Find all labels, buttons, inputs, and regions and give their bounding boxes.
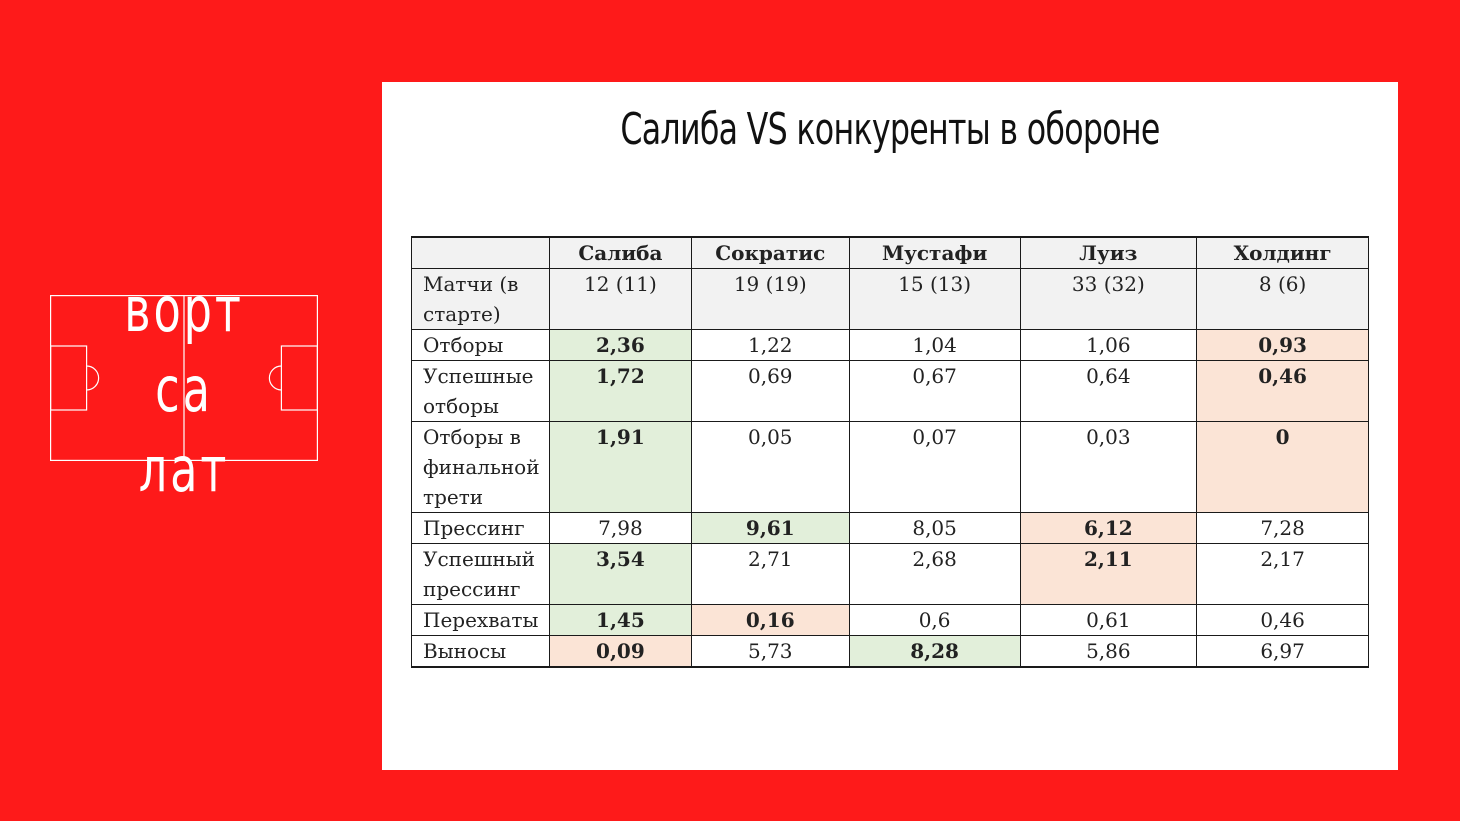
table-cell: 9,61 bbox=[691, 513, 849, 544]
logo-text bbox=[88, 270, 281, 510]
table-cell: 7,98 bbox=[549, 513, 691, 544]
table-row bbox=[412, 513, 1369, 544]
table-cell: 5,73 bbox=[691, 636, 849, 668]
table-cell: 8,28 bbox=[849, 636, 1020, 668]
table-cell: 5,86 bbox=[1020, 636, 1197, 668]
table-cell: 0,05 bbox=[691, 422, 849, 513]
page-title: Салиба VS конкуренты в обороне bbox=[620, 104, 1160, 155]
table-cell: 1,91 bbox=[549, 422, 691, 513]
slide-panel bbox=[382, 82, 1398, 770]
row-label: Перехваты bbox=[412, 605, 550, 636]
table-cell: 2,71 bbox=[691, 544, 849, 605]
table-cell: 2,68 bbox=[849, 544, 1020, 605]
table-cell: 1,22 bbox=[691, 330, 849, 361]
row-label: Отборы bbox=[412, 330, 550, 361]
table-row bbox=[412, 544, 1369, 605]
brand-logo bbox=[50, 273, 318, 506]
table-row bbox=[412, 330, 1369, 361]
table-cell: 8 (6) bbox=[1197, 269, 1369, 330]
table-cell: 0,09 bbox=[549, 636, 691, 668]
table-cell: 0,07 bbox=[849, 422, 1020, 513]
row-label: Прессинг bbox=[412, 513, 550, 544]
column-header: Холдинг bbox=[1197, 237, 1369, 269]
column-header: Луиз bbox=[1020, 237, 1197, 269]
logo-line: лат bbox=[138, 433, 230, 506]
table-row bbox=[412, 422, 1369, 513]
table-row bbox=[412, 269, 1369, 330]
table-cell: 0 bbox=[1197, 422, 1369, 513]
row-label: Успешный прессинг bbox=[412, 544, 550, 605]
row-label: Выносы bbox=[412, 636, 550, 668]
table-cell: 2,36 bbox=[549, 330, 691, 361]
column-header bbox=[412, 237, 550, 269]
table-cell: 0,03 bbox=[1020, 422, 1197, 513]
table-cell: 15 (13) bbox=[849, 269, 1020, 330]
row-label: Успешные отборы bbox=[412, 361, 550, 422]
row-label: Матчи (в старте) bbox=[412, 269, 550, 330]
table-row bbox=[412, 361, 1369, 422]
table-cell: 2,17 bbox=[1197, 544, 1369, 605]
table-cell: 8,05 bbox=[849, 513, 1020, 544]
column-header: Мустафи bbox=[849, 237, 1020, 269]
table-cell: 0,61 bbox=[1020, 605, 1197, 636]
logo-line: ворт bbox=[124, 273, 244, 346]
table-cell: 1,72 bbox=[549, 361, 691, 422]
table-cell: 0,93 bbox=[1197, 330, 1369, 361]
table-cell: 0,16 bbox=[691, 605, 849, 636]
table-cell: 1,04 bbox=[849, 330, 1020, 361]
table-cell: 33 (32) bbox=[1020, 269, 1197, 330]
table-cell: 1,45 bbox=[549, 605, 691, 636]
column-header: Сократис bbox=[691, 237, 849, 269]
table-cell: 0,67 bbox=[849, 361, 1020, 422]
table-cell: 0,69 bbox=[691, 361, 849, 422]
table-cell: 2,11 bbox=[1020, 544, 1197, 605]
table-cell: 12 (11) bbox=[549, 269, 691, 330]
table-cell: 7,28 bbox=[1197, 513, 1369, 544]
table-row bbox=[412, 636, 1369, 668]
row-label: Отборы в финальной трети bbox=[412, 422, 550, 513]
table-cell: 0,46 bbox=[1197, 605, 1369, 636]
stats-table bbox=[411, 236, 1369, 668]
table-cell: 6,97 bbox=[1197, 636, 1369, 668]
column-header: Салиба bbox=[549, 237, 691, 269]
table-cell: 0,64 bbox=[1020, 361, 1197, 422]
table-cell: 19 (19) bbox=[691, 269, 849, 330]
table-cell: 3,54 bbox=[549, 544, 691, 605]
table-header-row bbox=[412, 237, 1369, 269]
table-cell: 0,6 bbox=[849, 605, 1020, 636]
table-cell: 1,06 bbox=[1020, 330, 1197, 361]
logo-line: са bbox=[155, 353, 213, 426]
table-cell: 6,12 bbox=[1020, 513, 1197, 544]
table-row bbox=[412, 605, 1369, 636]
table-cell: 0,46 bbox=[1197, 361, 1369, 422]
